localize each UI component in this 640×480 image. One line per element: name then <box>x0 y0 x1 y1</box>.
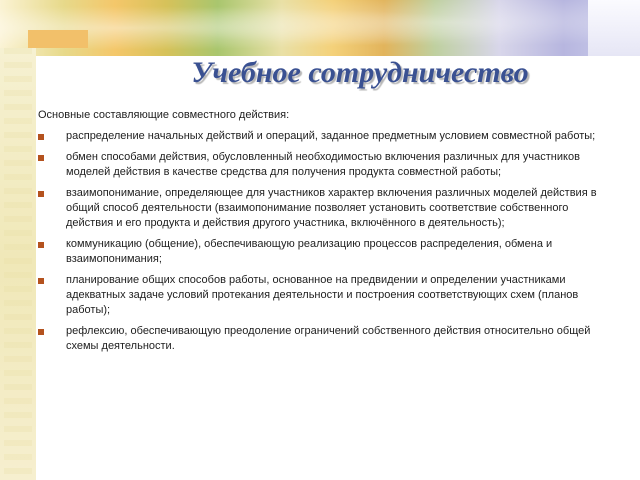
list-item-text: планирование общих способов работы, основанное на предвидении и определении участниками адекватных задаче условий протекания деятельности и построения соответствующих схем (планов работы); <box>66 274 579 316</box>
list-item <box>38 273 612 318</box>
list-item <box>38 237 612 267</box>
list-item-text: рефлексию, обеспечивающую преодоление ограничений собственного действия относительно общей схемы деятельности. <box>66 325 591 352</box>
list-item <box>38 186 612 231</box>
header-image-highlight <box>0 0 640 56</box>
decorative-orange-bar <box>28 30 88 48</box>
list-item-text: коммуникацию (общение), обеспечивающую реализацию процессов распределения, обмена и взаимопонимания; <box>66 238 553 265</box>
square-bullet-icon <box>38 329 44 335</box>
decorative-corner-block <box>588 0 640 56</box>
list-item-text: взаимопонимание, определяющее для участников характер включения различных моделей действия в общий способ деятельности (взаимопонимание позволяет установить соответствие собственного действия и его продукта и действия другого участника, включённого в деятельность); <box>66 187 597 229</box>
square-bullet-icon <box>38 242 44 248</box>
square-bullet-icon <box>38 155 44 161</box>
square-bullet-icon <box>38 191 44 197</box>
list-item <box>38 129 612 144</box>
slide-body <box>38 108 612 360</box>
list-item-text: распределение начальных действий и операций, заданное предметным условием совместной работы; <box>66 130 596 142</box>
intro-text: Основные составляющие совместного действия: <box>38 109 290 121</box>
list-item <box>38 324 612 354</box>
square-bullet-icon <box>38 134 44 140</box>
square-bullet-icon <box>38 278 44 284</box>
decorative-left-band <box>0 48 36 480</box>
list-item <box>38 150 612 180</box>
list-item-text: обмен способами действия, обусловленный необходимостью включения различных для участников моделей действия в качестве средства для получения продукта совместной работы; <box>66 151 580 178</box>
slide-title: Учебное сотрудничество <box>191 56 529 89</box>
bullet-list <box>38 129 612 354</box>
